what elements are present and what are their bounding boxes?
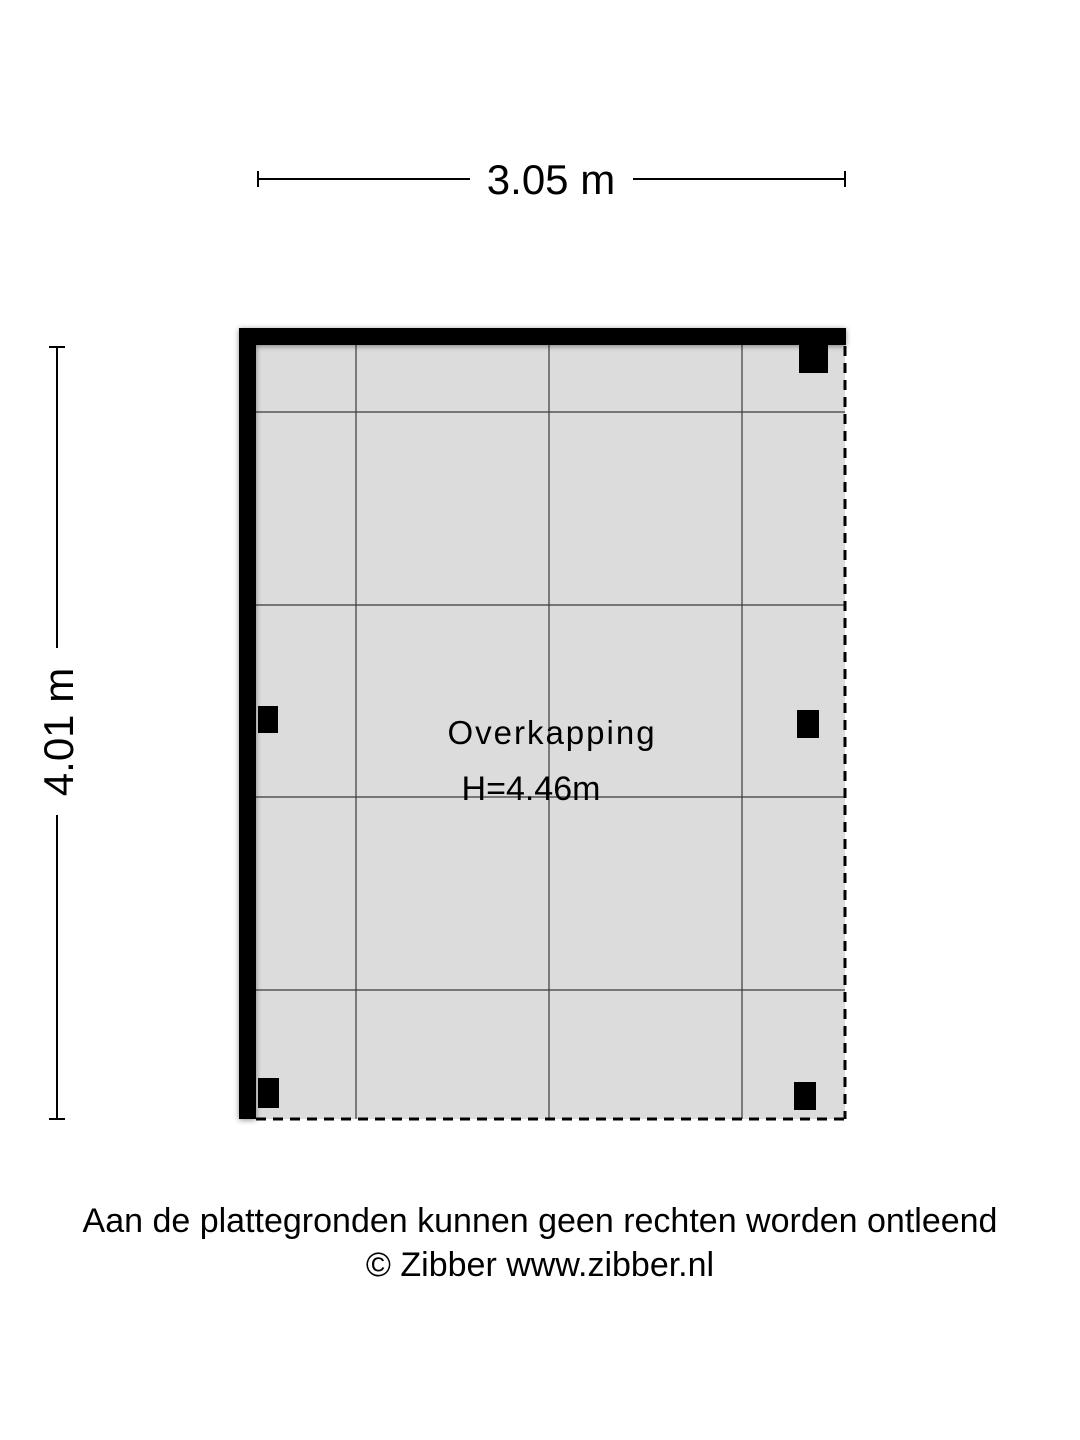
post [797,710,819,738]
disclaimer-text: Aan de plattegronden kunnen geen rechten worden ontleend [82,1202,998,1240]
width-dimension [258,156,845,203]
wall-left [239,328,256,1119]
room-name: Overkapping [447,714,657,751]
post [258,706,278,733]
width-dimension-label: 3.05 m [486,156,616,203]
height-dimension [35,347,82,1119]
post [258,1078,279,1108]
copyright-text: © Zibber www.zibber.nl [365,1246,715,1284]
post [799,345,828,373]
wall-top [239,328,846,345]
post [794,1082,816,1110]
height-dimension-label: 4.01 m [35,667,82,797]
room-height: H=4.46m [461,770,601,808]
